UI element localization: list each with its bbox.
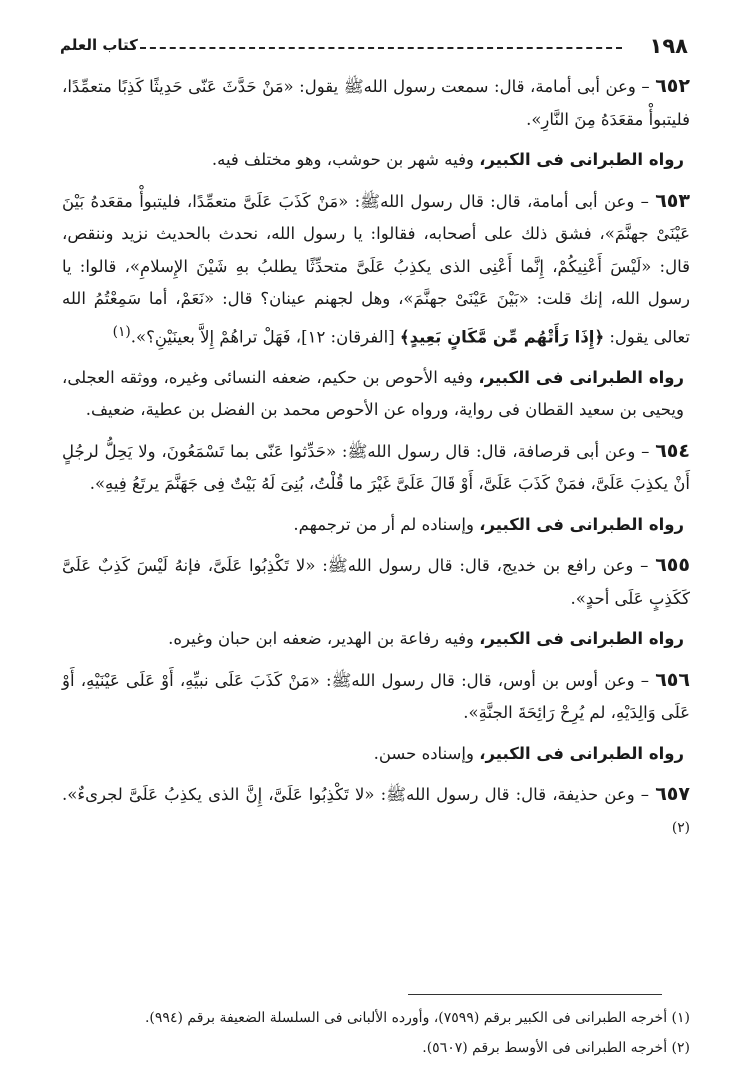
source-rest: وإسناده حسن. bbox=[373, 743, 480, 763]
source-bold: رواه الطبرانى فى الكبير، bbox=[479, 150, 684, 169]
hadith-text: – وعن أوس بن أوس، قال: قال رسول اللهﷺ: «مَنْ كَذَبَ عَلَى نبيِّهِ، أَوْ عَلَى عَيْنَيْهِ، أَوْ عَلَى وَالِدَيْهِ، لم يُرِحْ رَائِحَةَ الجنَّةِ». bbox=[62, 670, 690, 722]
book-title: كتاب العلم bbox=[60, 36, 138, 54]
hadith-number: ٦٥٢ bbox=[655, 75, 690, 97]
source-bold: رواه الطبرانى فى الكبير، bbox=[479, 514, 684, 534]
hadith-number: ٦٥٤ bbox=[655, 439, 690, 462]
hadith-text: – وعن أبى قرصافة، قال: قال رسول اللهﷺ: «حَدِّثوا عَنّى بما تَسْمَعُونَ، ولا يَحِلُّ لرجُلٍ أَنْ يكذِبَ عَلَىَّ، فمَنْ كَذَبَ عَلَىَّ، أَوْ قَالَ عَلَىَّ غَيْرَ ما قُلْتُ، بُنِىَ لَهُ بَيْتٌ فِى جَهَنَّمَ يرتَعُ فِيهِ». bbox=[62, 441, 690, 493]
hadith-653 bbox=[62, 185, 690, 354]
hadith-text: – وعن رافع بن خديج، قال: قال رسول اللهﷺ: «لا تَكْذِبُوا عَلَىَّ، فإنهُ لَيْسَ كَذِبٌ عَلَىَّ كَكَذِبٍ عَلَى أحدٍ». bbox=[62, 556, 690, 608]
source-rest: وفيه رفاعة بن الهدير، ضعفه ابن حبان وغيره. bbox=[168, 629, 480, 648]
hadith-657 bbox=[62, 778, 690, 850]
hadith-652 bbox=[62, 70, 690, 136]
hadith-text: – وعن أبى أمامة، قال: قال رسول اللهﷺ: «مَنْ كَذَبَ عَلَىَّ متعمِّدًا، فليتبوأْ مقعَدهُ بَيْنَ عَيْنَىْ جهنَّمَ»، فشق ذلك على أصحابه، فقالوا: يا رسول الله، نحدث بالحديث نزيد وننقص، قال: «لَيْسَ أَعْنِيكُمْ، إِنَّما أَعْنِى الذى يكذِبُ عَلَىَّ متحدِّثًا يطلبُ بهِ شَيْنَ الإِسلامِ»، قالوا: يا رسول الله، إنك قلت: «بَيْنَ عَيْنَىْ جهنَّمَ»، وهل لجهنم عينان؟ قال: «نَعَمْ، أما سَمِعْتُمُ الله تعالى يقول: bbox=[62, 191, 690, 346]
source-rest: وإسناده لم أر من ترجمهم. bbox=[293, 514, 480, 534]
footnote-divider bbox=[408, 994, 662, 995]
hadith-text-cont: [الفرقان: ١٢]، فَهَلْ تراهُمْ إِلاَّ بعينَيْنِ؟». bbox=[130, 327, 400, 346]
footnote-ref[interactable]: (٢) bbox=[671, 819, 690, 836]
hadith-654 bbox=[62, 435, 690, 501]
hadith-number: ٦٥٧ bbox=[655, 783, 690, 805]
header-dashed-rule bbox=[140, 47, 622, 49]
hadith-number: ٦٥٣ bbox=[655, 189, 690, 212]
source-note bbox=[62, 509, 690, 542]
source-bold: رواه الطبرانى فى الكبير، bbox=[479, 743, 684, 763]
hadith-text: – وعن أبى أمامة، قال: سمعت رسول اللهﷺ يقول: «مَنْ حَدَّثَ عَنّى حَدِيثًا كَذِبًا متعمِّدًا، فليتبوأْ مقعَدَهُ مِنَ النَّارِ». bbox=[62, 77, 690, 129]
footnote-1: (١) أخرجه الطبرانى فى الكبير برقم (٧٥٩٩)، وأورده الألبانى فى السلسلة الضعيفة برقم (٩٩٤). bbox=[144, 1010, 690, 1026]
page-body bbox=[62, 70, 690, 858]
page-number: ١٩٨ bbox=[649, 34, 688, 58]
source-note bbox=[62, 144, 690, 177]
quran-verse: ﴿إِذَا رَأَتْهُم مِّن مَّكَانٍ بَعِيدٍ﴾ bbox=[399, 327, 605, 346]
footnote-ref[interactable]: (١) bbox=[112, 323, 131, 340]
source-note bbox=[62, 623, 690, 656]
hadith-656 bbox=[62, 664, 690, 730]
source-bold: رواه الطبرانى فى الكبير، bbox=[479, 629, 684, 648]
source-bold: رواه الطبرانى فى الكبير، bbox=[478, 367, 684, 387]
hadith-655 bbox=[62, 549, 690, 615]
source-rest: وفيه الأحوص بن حكيم، ضعفه النسائى وغيره، ووثقه العجلى، ويحيى بن سعيد القطان فى رواية، ورواه عن الأحوص محمد بن الفضل بن عطية، ضعيف. bbox=[62, 367, 684, 419]
source-note bbox=[62, 362, 690, 427]
source-rest: وفيه شهر بن حوشب، وهو مختلف فيه. bbox=[211, 150, 480, 169]
source-note bbox=[62, 738, 690, 771]
footnotes bbox=[62, 1003, 690, 1063]
hadith-number: ٦٥٦ bbox=[655, 668, 690, 691]
page-header bbox=[60, 34, 688, 60]
footnote-2: (٢) أخرجه الطبرانى فى الأوسط برقم (٥٦٠٧). bbox=[422, 1040, 690, 1056]
hadith-text: – وعن حذيفة، قال: قال رسول اللهﷺ: «لا تَكْذِبُوا عَلَىَّ، إِنَّ الذى يكذِبُ عَلَىَّ لجرىءٌ». bbox=[62, 785, 650, 804]
hadith-number: ٦٥٥ bbox=[655, 554, 690, 576]
